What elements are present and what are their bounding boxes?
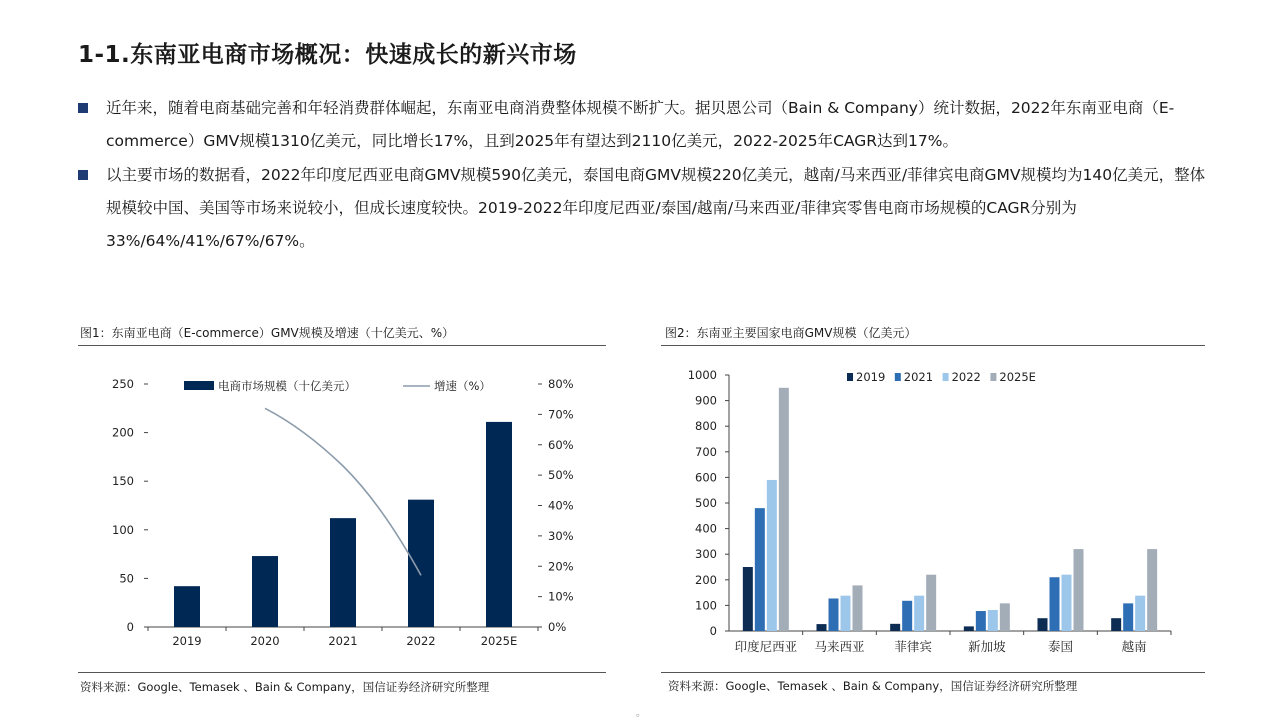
y-left-tick-label: 250 (112, 377, 134, 391)
y-tick-label: 900 (695, 393, 717, 408)
y-right-tick-label: 70% (548, 407, 574, 422)
x-tick-label: 新加坡 (968, 639, 1006, 654)
country-gmv-bar (890, 624, 900, 631)
legend-label: 2022 (951, 370, 981, 384)
y-left-tick-label: 150 (112, 474, 134, 489)
country-gmv-bar (817, 624, 827, 631)
figure2-source: 资料来源：Google、Temasek 、Bain & Company，国信证券经济研究所整理 (668, 679, 1078, 693)
y-tick-label: 0 (709, 624, 717, 638)
y-tick-label: 1000 (687, 368, 717, 382)
legend-swatch (895, 373, 901, 381)
gmv-bar (486, 422, 512, 627)
legend-label: 2019 (856, 370, 886, 384)
country-gmv-bar (767, 480, 777, 631)
gmv-bar (174, 586, 200, 627)
country-gmv-bar (1123, 603, 1133, 631)
bullet-item-1 (78, 92, 1218, 158)
bullet-list (78, 92, 1218, 259)
country-gmv-bar (743, 567, 753, 631)
figure2-bottom-rule (661, 672, 1205, 673)
x-tick-label: 2021 (328, 634, 358, 648)
bullet-text-1: 近年来，随着电商基础完善和年轻消费群体崛起，东南亚电商消费整体规模不断扩大。据贝恩公司（Bain & Company）统计数据，2022年东南亚电商（E-commerce）GMV规模1310亿美元，同比增长17%，且到2025年有望达到2110亿美元，2022-2025年CAGR达到17%。 (106, 99, 1175, 150)
country-gmv-bar (1074, 549, 1084, 631)
y-left-tick-label: 100 (112, 522, 134, 537)
y-tick-label: 300 (695, 547, 717, 562)
figure2-top-rule (661, 345, 1205, 346)
x-tick-label: 越南 (1121, 639, 1147, 654)
bullet-square-icon (78, 170, 88, 180)
x-tick-label: 2022 (406, 634, 436, 648)
x-tick-label: 泰国 (1047, 639, 1074, 654)
country-gmv-bar (914, 596, 924, 631)
y-tick-label: 600 (695, 470, 717, 485)
x-tick-label: 印度尼西亚 (734, 639, 798, 654)
bullet-square-icon (78, 103, 88, 113)
figure1-bottom-rule (78, 672, 606, 673)
y-tick-label: 700 (695, 444, 717, 459)
gmv-bar (330, 518, 356, 627)
y-left-tick-label: 0 (126, 620, 134, 634)
y-tick-label: 800 (695, 419, 717, 434)
country-gmv-bar (964, 626, 974, 631)
y-right-tick-label: 60% (548, 437, 574, 452)
legend-label: 2021 (903, 370, 934, 384)
x-tick-label: 2020 (250, 634, 280, 648)
country-gmv-bar (755, 508, 765, 631)
bullet-text-2: 以主要市场的数据看，2022年印度尼西亚电商GMV规模590亿美元，泰国电商GMV规模220亿美元，越南/马来西亚/菲律宾电商GMV规模均为140亿美元，整体规模较中国、美国等市场来说较小，但成长速度较快。2019-2022年印度尼西亚/泰国/越南/马来西亚/菲律宾零售电商市场规模的CAGR分别为33%/64%/41%/67%/67%。 (106, 166, 1206, 250)
legend-label: 2025E (999, 370, 1036, 384)
country-gmv-bar (779, 388, 789, 631)
country-gmv-bar (976, 611, 986, 631)
gmv-bar (408, 500, 434, 627)
y-left-tick-label: 200 (112, 425, 134, 440)
figure1-chart (78, 356, 606, 676)
y-tick-label: 100 (695, 598, 717, 613)
legend-line-label: 增速（%） (434, 379, 491, 393)
x-tick-label: 马来西亚 (814, 639, 865, 654)
country-gmv-bar (1135, 596, 1145, 631)
y-right-tick-label: 10% (548, 589, 574, 604)
country-gmv-bar (1000, 603, 1010, 631)
country-gmv-bar (926, 575, 936, 631)
legend-bar-swatch (184, 381, 214, 390)
y-right-tick-label: 40% (548, 498, 574, 513)
x-tick-label: 2025E (480, 634, 518, 648)
y-right-tick-label: 50% (548, 468, 574, 483)
footer-dot: 。 (636, 708, 646, 719)
y-left-tick-label: 50 (119, 571, 134, 586)
figure2-chart (661, 350, 1205, 670)
y-right-tick-label: 0% (548, 620, 567, 634)
y-right-tick-label: 20% (548, 559, 574, 574)
bullet-item-2 (78, 159, 1218, 258)
country-gmv-bar (841, 596, 851, 631)
legend-swatch (847, 373, 853, 381)
country-gmv-bar (988, 610, 998, 631)
y-tick-label: 200 (695, 572, 717, 587)
country-gmv-bar (1111, 618, 1121, 631)
y-right-tick-label: 30% (548, 528, 574, 543)
x-tick-label: 2019 (172, 634, 202, 648)
country-gmv-bar (902, 601, 912, 631)
country-gmv-bar (853, 585, 863, 631)
gmv-bar (252, 556, 278, 627)
figure1-top-rule (78, 345, 606, 346)
page-title: 1-1.东南亚电商市场概况：快速成长的新兴市场 (78, 42, 577, 68)
country-gmv-bar (829, 598, 839, 631)
y-tick-label: 400 (695, 521, 717, 536)
legend-swatch (943, 373, 949, 381)
figure2-title: 图2：东南亚主要国家电商GMV规模（亿美元） (665, 326, 917, 340)
y-right-tick-label: 80% (548, 377, 574, 391)
country-gmv-bar (1062, 575, 1072, 631)
country-gmv-bar (1147, 549, 1157, 631)
legend-bar-label: 电商市场规模（十亿美元） (218, 379, 356, 393)
figure1-title: 图1：东南亚电商（E-commerce）GMV规模及增速（十亿美元、%） (80, 326, 455, 340)
country-gmv-bar (1038, 618, 1048, 631)
country-gmv-bar (1050, 577, 1060, 631)
x-tick-label: 菲律宾 (894, 639, 932, 654)
figure1-source: 资料来源：Google、Temasek 、Bain & Company，国信证券经济研究所整理 (80, 680, 490, 694)
legend-swatch (990, 373, 996, 381)
y-tick-label: 500 (695, 496, 717, 510)
